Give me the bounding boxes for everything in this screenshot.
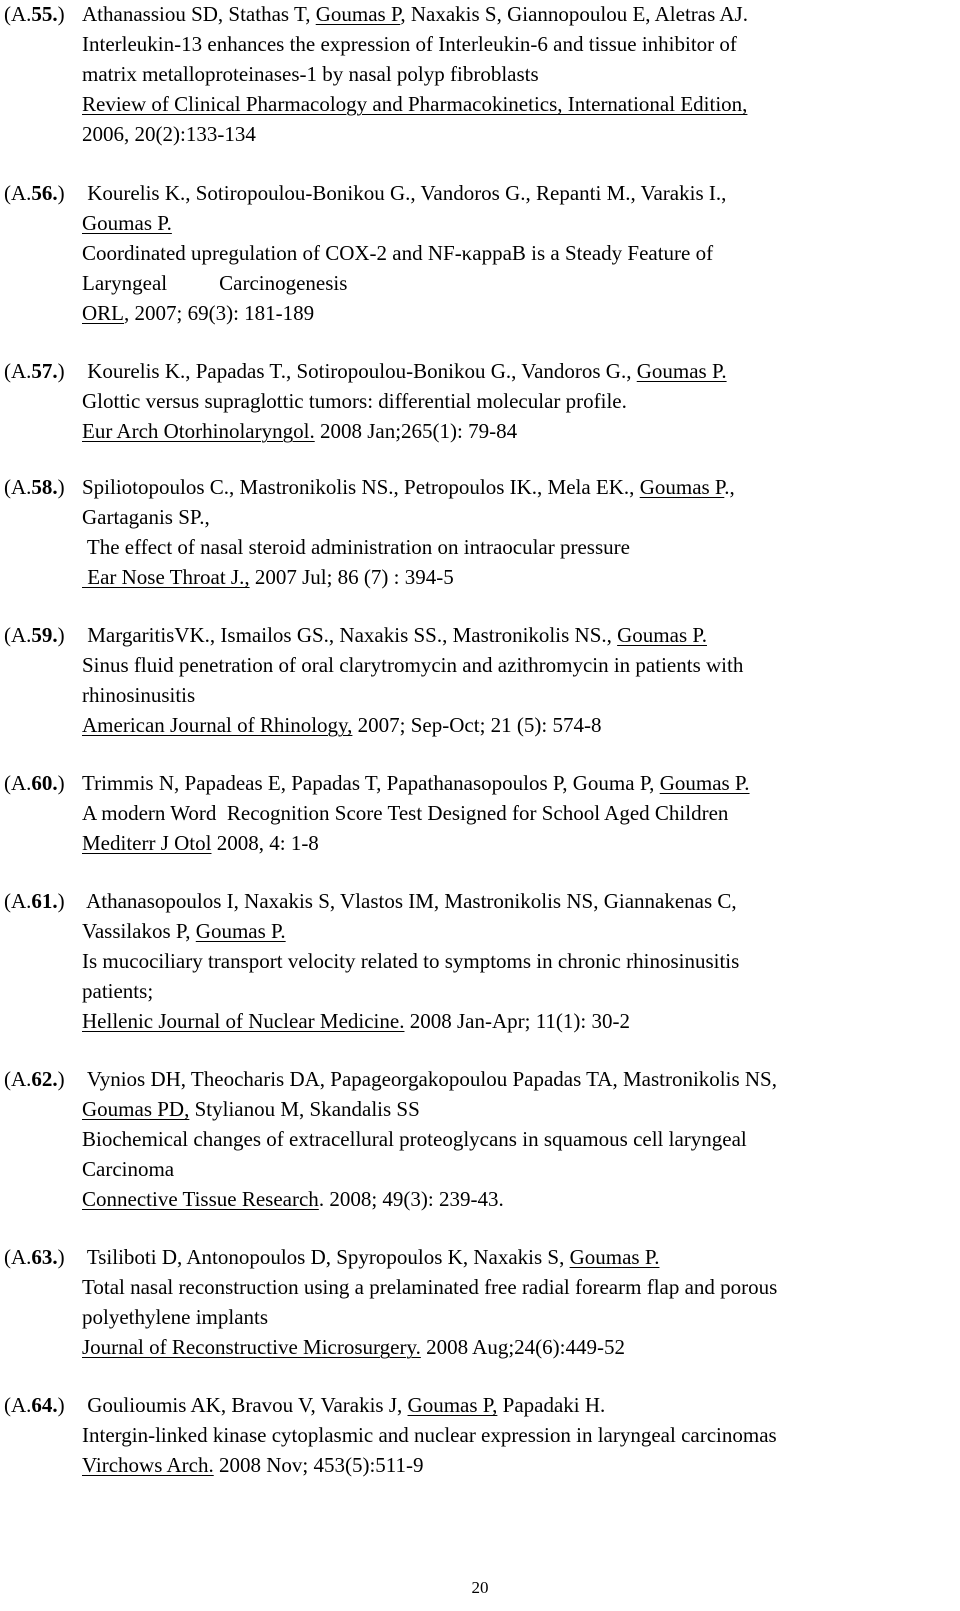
author-highlight: Goumas P. — [659, 771, 750, 795]
journal-name: Mediterr J Otol — [82, 831, 212, 855]
reference-authors-line: (A.59.) MargaritisVK., Ismailos GS., Naxakis SS., Mastronikolis NS., Goumas P. — [0, 620, 955, 650]
reference-number: (A.61.) — [4, 889, 65, 913]
reference-title: Interleukin-13 enhances the expression of Interleukin-6 and tissue inhibitor of — [82, 32, 737, 56]
reference-authors-line: (A.64.) Goulioumis AK, Bravou V, Varakis J, Goumas P, Papadaki H. — [0, 1390, 955, 1420]
reference-entry-a61 — [0, 886, 955, 1036]
reference-title: Glottic versus supraglottic tumors: differential molecular profile. — [82, 389, 627, 413]
author-highlight: Goumas P. — [195, 919, 286, 943]
reference-authors-line: (A.58.) Spiliotopoulos C., Mastronikolis NS., Petropoulos IK., Mela EK., Goumas P., — [0, 472, 955, 502]
reference-authors-line: (A.61.) Athanasopoulos I, Naxakis S, Vlastos IM, Mastronikolis NS, Giannakenas C, — [0, 886, 955, 916]
reference-entry-a60 — [0, 768, 955, 858]
reference-title: A modern Word Recognition Score Test Designed for School Aged Children — [82, 801, 729, 825]
author-highlight: Goumas P. — [636, 359, 727, 383]
reference-title: polyethylene implants — [82, 1305, 269, 1329]
author-highlight: Goumas P. — [569, 1245, 660, 1269]
journal-name: Eur Arch Otorhinolaryngol. — [82, 419, 315, 443]
reference-title: Sinus fluid penetration of oral clarytromycin and azithromycin in patients with — [82, 653, 744, 677]
reference-authors-line: (A.63.) Tsiliboti D, Antonopoulos D, Spyropoulos K, Naxakis S, Goumas P. — [0, 1242, 955, 1272]
reference-entry-a58 — [0, 472, 955, 592]
reference-title: Is mucociliary transport velocity related to symptoms in chronic rhinosinusitis — [82, 949, 740, 973]
reference-title: The effect of nasal steroid administration on intraocular pressure — [82, 535, 630, 559]
journal-name: Ear Nose Throat J., — [82, 565, 250, 589]
reference-title: Laryngeal Carcinogenesis — [82, 271, 348, 295]
reference-journal-line — [0, 89, 955, 119]
reference-entry-a59 — [0, 620, 955, 740]
reference-entry-a63 — [0, 1242, 955, 1362]
reference-journal-line: Hellenic Journal of Nuclear Medicine. 2008 Jan-Apr; 11(1): 30-2 — [82, 1009, 630, 1033]
journal-name: Hellenic Journal of Nuclear Medicine. — [82, 1009, 405, 1033]
journal-name: ORL — [82, 301, 124, 325]
author-highlight: Goumas P. — [82, 211, 172, 235]
journal-name: Virchows Arch. — [82, 1453, 214, 1477]
author-highlight: Goumas P — [315, 2, 401, 26]
reference-number: (A.60.) — [4, 771, 65, 795]
journal-name: American Journal of Rhinology, — [82, 713, 353, 737]
reference-journal-line: American Journal of Rhinology, 2007; Sep-Oct; 21 (5): 574-8 — [82, 713, 602, 737]
reference-entry-a57 — [0, 356, 955, 446]
author-highlight: Goumas PD, — [82, 1097, 190, 1121]
reference-authors-line: (A.56.) Kourelis K., Sotiropoulou-Bonikou G., Vandoros G., Repanti M., Varakis I., — [0, 178, 955, 208]
reference-authors-line: (A.62.) Vynios DH, Theocharis DA, Papageorgakopoulou Papadas TA, Mastronikolis NS, — [0, 1064, 955, 1094]
reference-authors-line: (A.60.) Trimmis N, Papadeas E, Papadas T, Papathanasopoulos P, Gouma P, Goumas P. — [0, 768, 955, 798]
reference-number: (A.59.) — [4, 623, 65, 647]
reference-journal-line: Connective Tissue Research. 2008; 49(3): 239-43. — [82, 1187, 504, 1211]
reference-journal-line: Virchows Arch. 2008 Nov; 453(5):511-9 — [82, 1453, 424, 1477]
reference-entry-a55 — [0, 0, 955, 149]
reference-authors-line: Vassilakos P, Goumas P. — [82, 919, 286, 943]
reference-title: patients; — [82, 979, 154, 1003]
page-number: 20 — [471, 1578, 489, 1597]
reference-authors-line: Goumas PD, Stylianou M, Skandalis SS — [82, 1097, 420, 1121]
reference-number: (A.62.) — [4, 1067, 65, 1091]
journal-name: Review of Clinical Pharmacology and Pharmacokinetics, International Edition, — [82, 92, 748, 116]
reference-number: (A.58.) — [4, 475, 65, 499]
reference-number: (A.56.) — [4, 181, 65, 205]
reference-authors-line: (A.55.) Athanassiou SD, Stathas T, Goumas P, Naxakis S, Giannopoulou E, Aletras AJ. — [0, 0, 955, 29]
reference-title: rhinosinusitis — [82, 683, 196, 707]
reference-title: Biochemical changes of extracellural proteoglycans in squamous cell laryngeal — [82, 1127, 747, 1151]
reference-title: Carcinoma — [82, 1157, 175, 1181]
reference-number: (A.63.) — [4, 1245, 65, 1269]
journal-name: Journal of Reconstructive Microsurgery. — [82, 1335, 421, 1359]
reference-title: Coordinated upregulation of COX-2 and NF-κappaB is a Steady Feature of — [82, 241, 714, 265]
reference-number: (A.57.) — [4, 359, 65, 383]
reference-entry-a64 — [0, 1390, 955, 1480]
reference-journal-line: Journal of Reconstructive Microsurgery. 2008 Aug;24(6):449-52 — [82, 1335, 625, 1359]
reference-authors-line — [0, 208, 955, 238]
reference-journal-line: Ear Nose Throat J., 2007 Jul; 86 (7) : 394-5 — [82, 565, 454, 589]
reference-title: Intergin-linked kinase cytoplasmic and nuclear expression in laryngeal carcinomas — [82, 1423, 777, 1447]
author-highlight: Goumas P — [639, 475, 725, 499]
reference-citation: 2006, 20(2):133-134 — [82, 122, 256, 146]
reference-journal-line: ORL, 2007; 69(3): 181-189 — [82, 301, 315, 325]
reference-number: (A.55.) — [4, 2, 65, 26]
reference-authors-line: (A.57.) Kourelis K., Papadas T., Sotiropoulou-Bonikou G., Vandoros G., Goumas P. — [0, 356, 955, 386]
reference-journal-line: Eur Arch Otorhinolaryngol. 2008 Jan;265(1): 79-84 — [82, 419, 518, 443]
reference-journal-line: Mediterr J Otol 2008, 4: 1-8 — [82, 831, 319, 855]
reference-authors-line: Gartaganis SP., — [82, 505, 210, 529]
journal-name: Connective Tissue Research — [82, 1187, 319, 1211]
reference-title: matrix metalloproteinases-1 by nasal polyp fibroblasts — [82, 62, 539, 86]
reference-title: Total nasal reconstruction using a prelaminated free radial forearm flap and porous — [82, 1275, 778, 1299]
reference-entry-a62 — [0, 1064, 955, 1214]
author-highlight: Goumas P. — [617, 623, 707, 647]
reference-number: (A.64.) — [4, 1393, 65, 1417]
reference-entry-a56 — [0, 178, 955, 328]
author-highlight: Goumas P, — [407, 1393, 498, 1417]
